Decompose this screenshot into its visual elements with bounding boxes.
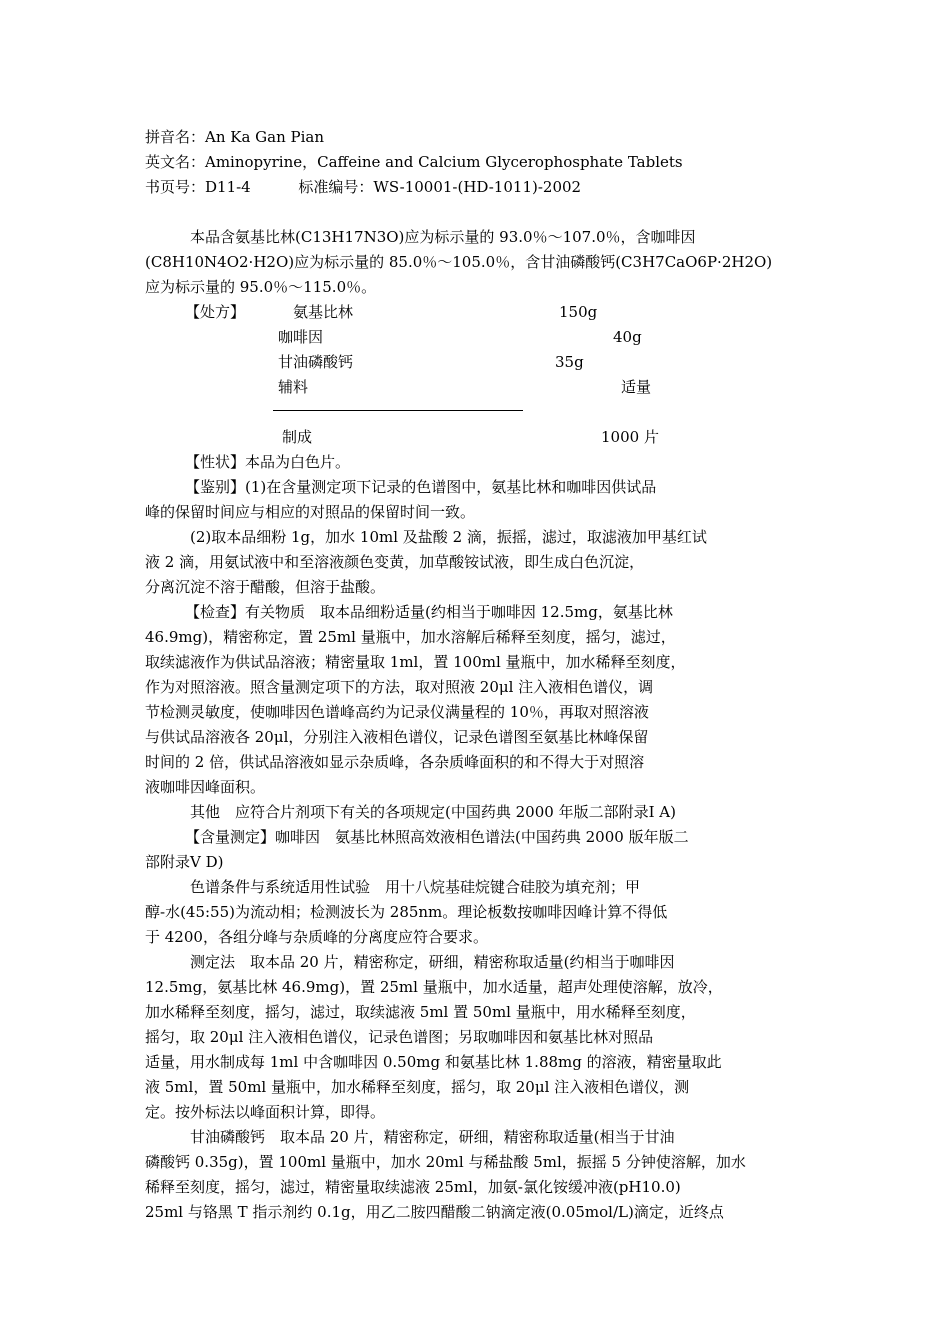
body-line: 适量，用水制成每 1ml 中含咖啡因 0.50mg 和氨基比林 1.88mg 的溶液，精密量取此 <box>145 1053 722 1071</box>
formula-ingredient-amount: 150g <box>559 303 598 321</box>
body-line: 液 5ml，置 50ml 量瓶中，加水稀释至刻度，摇匀，取 20μl 注入液相色谱仪，测 <box>145 1078 690 1096</box>
body-line: 【性状】本品为白色片。 <box>185 453 351 471</box>
header-english: 英文名：Aminopyrine，Caffeine and Calcium Glycerophosphate Tablets <box>145 153 683 171</box>
body-line: (2)取本品细粉 1g，加水 10ml 及盐酸 2 滴，振摇，滤过，取滤液加甲基红试 <box>190 528 707 546</box>
body-line: 醇-水(45:55)为流动相；检测波长为 285nm。理论板数按咖啡因峰计算不得低 <box>145 903 668 921</box>
body-line: 定。按外标法以峰面积计算，即得。 <box>145 1103 386 1121</box>
formula-total-amount: 1000 片 <box>601 428 659 446</box>
body-line: 加水稀释至刻度，摇匀，滤过，取续滤液 5ml 置 50ml 量瓶中，用水稀释至刻度， <box>145 1003 696 1021</box>
formula-total-name: 制成 <box>282 428 313 446</box>
body-line: 与供试品溶液各 20μl，分别注入液相色谱仪，记录色谱图至氨基比林峰保留 <box>145 728 649 746</box>
intro-line: 本品含氨基比林(C13H17N3O)应为标示量的 93.0％～107.0％，含咖啡因 <box>190 228 696 246</box>
body-line: 于 4200，各组分峰与杂质峰的分离度应符合要求。 <box>145 928 488 946</box>
intro-line: 应为标示量的 95.0％～115.0％。 <box>145 278 377 296</box>
body-line: 摇匀，取 20μl 注入液相色谱仪，记录色谱图；另取咖啡因和氨基比林对照品 <box>145 1028 654 1046</box>
body-line: 取续滤液作为供试品溶液；精密量取 1ml，置 100ml 量瓶中，加水稀释至刻度， <box>145 653 686 671</box>
body-line: 12.5mg，氨基比林 46.9mg)，置 25ml 量瓶中，加水适量，超声处理使溶解，放冷， <box>145 978 723 996</box>
body-line: 25ml 与铬黑 T 指示剂约 0.1g，用乙二胺四醋酸二钠滴定液(0.05mol/L)滴定，近终点 <box>145 1203 724 1221</box>
header-pinyin: 拼音名：An Ka Gan Pian <box>145 128 325 146</box>
header-page-standard: 书页号：D11-4 标准编号：WS-10001-(HD-1011)-2002 <box>145 178 582 196</box>
body-line: 【鉴别】(1)在含量测定项下记录的色谱图中，氨基比林和咖啡因供试品 <box>185 478 657 496</box>
formula-ingredient-amount: 适量 <box>621 378 652 396</box>
body-line: 分离沉淀不溶于醋酸，但溶于盐酸。 <box>145 578 386 596</box>
body-line: 液 2 滴，用氨试液中和至溶液颜色变黄，加草酸铵试液，即生成白色沉淀， <box>145 553 645 571</box>
body-line: 色谱条件与系统适用性试验 用十八烷基硅烷键合硅胶为填充剂；甲 <box>190 878 641 896</box>
formula-ingredient-name: 氨基比林 <box>293 303 354 321</box>
formula-ingredient-name: 甘油磷酸钙 <box>278 353 354 371</box>
body-line: 峰的保留时间应与相应的对照品的保留时间一致。 <box>145 503 476 521</box>
body-line: 其他 应符合片剂项下有关的各项规定(中国药典 2000 年版二部附录Ⅰ A) <box>190 803 676 821</box>
formula-ingredient-name: 辅料 <box>278 378 309 396</box>
body-line: 液咖啡因峰面积。 <box>145 778 266 796</box>
body-line: 【含量测定】咖啡因 氨基比林照高效液相色谱法(中国药典 2000 版年版二 <box>185 828 689 846</box>
formula-ingredient-name: 咖啡因 <box>278 328 324 346</box>
formula-label: 【处方】 <box>185 303 246 321</box>
formula-ingredient-amount: 40g <box>613 328 642 346</box>
body-line: 作为对照溶液。照含量测定项下的方法，取对照液 20μl 注入液相色谱仪，调 <box>145 678 654 696</box>
formula-divider <box>273 410 523 411</box>
body-line: 稀释至刻度，摇匀，滤过，精密量取续滤液 25ml，加氨-氯化铵缓冲液(pH10.0) <box>145 1178 681 1196</box>
intro-line: (C8H10N4O2·H2O)应为标示量的 85.0％～105.0％，含甘油磷酸钙(C3H7CaO6P·2H2O) <box>145 253 773 271</box>
body-line: 【检查】有关物质 取本品细粉适量(约相当于咖啡因 12.5mg，氨基比林 <box>185 603 673 621</box>
body-line: 甘油磷酸钙 取本品 20 片，精密称定，研细，精密称取适量(相当于甘油 <box>190 1128 675 1146</box>
formula-ingredient-amount: 35g <box>555 353 584 371</box>
body-line: 部附录Ⅴ D) <box>145 853 224 871</box>
body-line: 节检测灵敏度，使咖啡因色谱峰高约为记录仪满量程的 10％，再取对照溶液 <box>145 703 649 721</box>
body-line: 磷酸钙 0.35g)，置 100ml 量瓶中，加水 20ml 与稀盐酸 5ml，振摇 5 分钟使溶解，加水 <box>145 1153 746 1171</box>
body-line: 46.9mg)，精密称定，置 25ml 量瓶中，加水溶解后稀释至刻度，摇匀，滤过， <box>145 628 676 646</box>
body-line: 测定法 取本品 20 片，精密称定，研细，精密称取适量(约相当于咖啡因 <box>190 953 675 971</box>
body-line: 时间的 2 倍，供试品溶液如显示杂质峰，各杂质峰面积的和不得大于对照溶 <box>145 753 645 771</box>
